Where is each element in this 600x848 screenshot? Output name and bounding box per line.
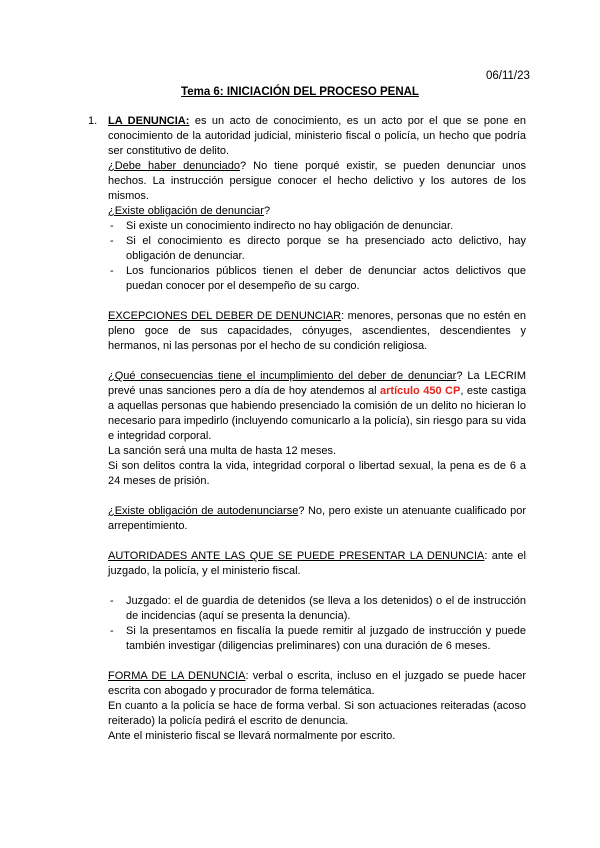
forma-text: : verbal o escrita, incluso en el juzgado se puede hacer escrita con abogado y procurador de forma telemática.	[108, 670, 526, 697]
list-item-text: Si la presentamos en fiscalía la puede remitir al juzgado de instrucción y puede también investigar (diligencias preliminares) con una duración de 6 meses.	[126, 625, 526, 652]
debe-denunciado-answer: ? No tiene porqué existir, se pueden denunciar unos hechos. La instrucción persigue conocer el hecho delictivo y los autores de los mismos.	[108, 160, 526, 202]
list-item-text: Si el conocimiento es directo porque se ha presenciado acto delictivo, hay obligación de denunciar.	[126, 235, 526, 262]
debe-denunciado-question: ¿Debe haber denunciado	[108, 160, 241, 172]
denuncia-definition-text: es un acto de conocimiento, es un acto por el que se pone en conocimiento de la autoridad judicial, ministerio fiscal o policía, un hecho que podría ser constitutivo de delito.	[108, 115, 527, 157]
section-number: 1.	[88, 115, 98, 127]
denuncia-term: LA DENUNCIA:	[108, 115, 190, 127]
list-item-text: Los funcionarios públicos tienen el deber de denunciar actos delictivos que puedan conocer por el desempeño de su cargo.	[126, 265, 526, 292]
dash-mark: -	[110, 595, 114, 607]
list-item-text: Juzgado: el de guardia de detenidos (se lleva a los detenidos) o el de instrucción de incidencias (aquí se presenta la denuncia).	[126, 595, 526, 622]
excepciones-paragraph	[108, 309, 526, 354]
obligacion-question-mark: ?	[263, 205, 271, 217]
forma-fiscal-paragraph: Ante el ministerio fiscal se llevará normalmente por escrito.	[108, 730, 396, 742]
document-body	[88, 114, 527, 744]
autodenuncia-paragraph	[108, 504, 526, 534]
autoridades-text: : ante el juzgado, la policía, y el ministerio fiscal.	[108, 550, 526, 577]
document-title-text: Tema 6: INICIACIÓN DEL PROCESO PENAL	[181, 86, 419, 98]
spacer	[108, 654, 526, 669]
spacer	[108, 354, 526, 369]
spacer	[108, 534, 526, 549]
excepciones-heading: EXCEPCIONES DEL DEBER DE DENUNCIAR	[108, 310, 342, 322]
autoridades-heading: AUTORIDADES ANTE LAS QUE SE PUEDE PRESENTAR LA DENUNCIA	[108, 550, 485, 562]
list-item-text: Si existe un conocimiento indirecto no hay obligación de denunciar.	[126, 220, 454, 232]
sancion-paragraph: La sanción será una multa de hasta 12 meses.	[108, 445, 337, 457]
spacer	[108, 294, 526, 309]
debe-denunciado-paragraph	[108, 159, 526, 204]
autoridades-list	[108, 594, 526, 654]
document-date: 06/11/23	[486, 70, 530, 82]
dash-mark: -	[110, 265, 114, 277]
delitos-paragraph: Si son delitos contra la vida, integridad corporal o libertad sexual, la pena es de 6 a 24 meses de prisión.	[108, 460, 526, 487]
list-item	[108, 234, 526, 264]
obligacion-list	[108, 219, 526, 294]
list-item	[108, 219, 526, 234]
dash-mark: -	[110, 220, 114, 232]
obligacion-question: ¿Existe obligación de denunciar	[108, 205, 264, 217]
denuncia-definition	[88, 114, 527, 159]
list-item	[108, 594, 526, 624]
dash-mark: -	[110, 235, 114, 247]
spacer	[108, 489, 526, 504]
autoridades-paragraph	[108, 549, 526, 579]
dash-mark: -	[110, 625, 114, 637]
document-title	[0, 86, 600, 98]
forma-paragraph	[108, 669, 526, 699]
articulo-450-cp: artículo 450 CP	[380, 385, 461, 397]
consecuencias-paragraph	[108, 369, 526, 444]
consecuencias-question: ¿Qué consecuencias tiene el incumplimiento del deber de denunciar	[108, 370, 457, 382]
autodenuncia-question: ¿Existe obligación de autodenunciarse	[108, 505, 299, 517]
obligacion-question-paragraph	[108, 204, 526, 219]
excepciones-text: : menores, personas que no estén en pleno goce de sus capacidades, cónyuges, ascendientes, descendientes y hermanos, ni las personas por el hecho de su condición religiosa.	[108, 310, 526, 352]
consecuencias-text-before: ? La LECRIM prevé unas sanciones pero a día de hoy atendemos al	[108, 370, 526, 397]
forma-policia-paragraph: En cuanto a la policía se hace de forma verbal. Si son actuaciones reiteradas (acoso reiterado) la policía pedirá el escrito de denuncia.	[108, 700, 526, 727]
forma-heading: FORMA DE LA DENUNCIA	[108, 670, 246, 682]
consecuencias-text-after: , este castiga a aquellas personas que habiendo presenciado la comisión de un delito no hicieran lo necesario para impedirlo (incluyendo comunicarlo a la policía), sin riesgo para su vida e integridad corporal.	[108, 385, 526, 442]
autodenuncia-text: ? No, pero existe un atenuante cualificado por arrepentimiento.	[108, 505, 526, 532]
spacer	[108, 579, 526, 594]
list-item	[108, 264, 526, 294]
list-item	[108, 624, 526, 654]
